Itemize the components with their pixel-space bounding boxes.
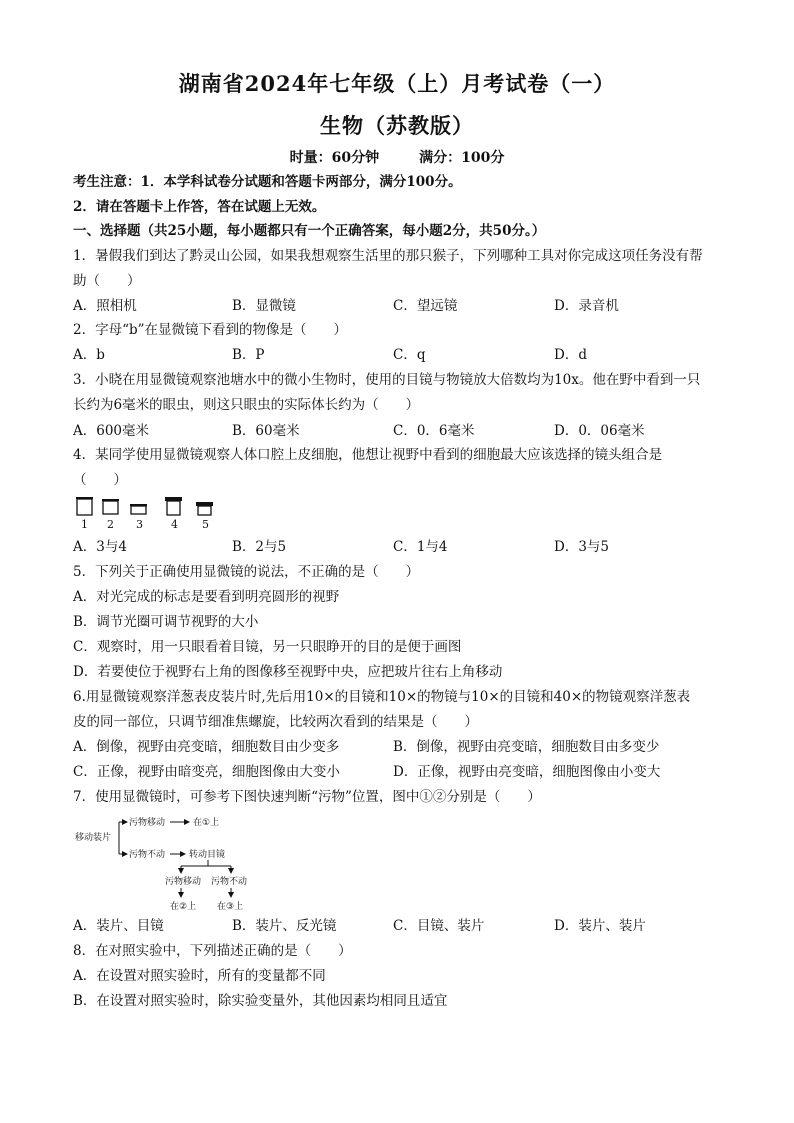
score-label: 满分：100分: [419, 150, 505, 166]
flow-branch-d: 污物不动: [211, 877, 248, 887]
q7-flowchart: [73, 810, 273, 914]
q6-option-c: C．正像，视野由暗变亮，细胞图像由大变小: [73, 764, 340, 780]
q6-option-a: A．倒像，视野由亮变暗，细胞数目由少变多: [73, 739, 340, 755]
q8-option-b: B．在设置对照实验时，除实验变量外，其他因素均相同且适宜: [73, 993, 448, 1009]
lens-4-icon: [164, 496, 184, 517]
q5-option-b: B．调节光圈可调节视野的大小: [73, 614, 259, 630]
q5-option-d: D．若要使位于视野右上角的图像移至视野中央，应把玻片往右上角移动: [73, 664, 503, 680]
q1-option-b: B．显微镜: [232, 298, 296, 314]
q4-option-d: D．3与5: [554, 539, 610, 555]
q3-stem-line2: 长约为6毫米的眼虫，则这只眼虫的实际体长约为（ ）: [73, 397, 420, 413]
lens-label-1: 1: [81, 518, 88, 531]
q4-stem-line2: （ ）: [73, 472, 127, 488]
flow-branch-b: 污物不动: [129, 850, 166, 860]
exam-meta: [0, 147, 794, 167]
q4-option-b: B．2与5: [232, 539, 287, 555]
q1-option-d: D．录音机: [554, 298, 619, 314]
q7-option-a: A．装片、目镜: [73, 918, 164, 934]
q3-option-b: B．60毫米: [232, 423, 300, 439]
flow-step: 转动目镜: [189, 850, 226, 860]
q4-option-a: A．3与4: [73, 539, 127, 555]
q7-stem: 7．使用显微镜时，可参考下图快速判断“污物”位置，图中①②分别是（ ）: [73, 789, 541, 805]
q6-stem-line1: 6.用显微镜观察洋葱表皮装片时,先后用10×的目镜和10×的物镜与10×的目镜和40×的物镜观察洋葱表: [73, 689, 691, 705]
q2-stem: 2．字母“b”在显微镜下看到的物像是（ ）: [73, 322, 348, 338]
q2-option-a: A．b: [73, 347, 105, 363]
lens-figure: [73, 496, 233, 532]
flow-result-d: 在③上: [217, 902, 244, 912]
q3-option-c: C．0．6毫米: [393, 423, 475, 439]
q5-option-a: A．对光完成的标志是要看到明亮圆形的视野: [73, 589, 340, 605]
q7-option-b: B．装片、反光镜: [232, 918, 337, 934]
flow-result-a: 在①上: [193, 818, 220, 828]
q4-option-c: C．1与4: [393, 539, 448, 555]
lens-1-icon: [75, 496, 95, 516]
section-heading: 一、选择题（共25小题，每小题都只有一个正确答案，每小题2分，共50分。）: [73, 223, 546, 239]
q8-stem: 8．在对照实验中，下列描述正确的是（ ）: [73, 943, 352, 959]
lens-label-4: 4: [171, 518, 178, 531]
q1-stem-line1: 1．暑假我们到达了黔灵山公园，如果我想观察生活里的那只猴子，下列哪种工具对你完成这项任务没有帮: [73, 248, 703, 264]
q3-option-d: D．0．06毫米: [554, 423, 645, 439]
note-line-1: 考生注意：1．本学科试卷分试题和答题卡两部分，满分100分。: [73, 174, 462, 190]
q6-stem-line2: 皮的同一部位，只调节细准焦螺旋，比较两次看到的结果是（ ）: [73, 714, 478, 730]
flow-branch-c: 污物移动: [165, 877, 202, 887]
flow-result-c: 在②上: [170, 902, 197, 912]
q5-stem: 5．下列关于正确使用显微镜的说法，不正确的是（ ）: [73, 564, 420, 580]
q1-option-a: A．照相机: [73, 298, 137, 314]
note-line-2: 2．请在答题卡上作答，答在试题上无效。: [73, 199, 326, 215]
time-label: 时量：60分钟: [289, 150, 380, 166]
q5-option-c: C．观察时，用一只眼看着目镜，另一只眼睁开的目的是便于画图: [73, 639, 462, 655]
q2-option-d: D．d: [554, 347, 587, 363]
q6-option-d: D．正像，视野由亮变暗，细胞图像由小变大: [393, 764, 661, 780]
lens-3-icon: [129, 503, 149, 516]
exam-title: 湖南省2024年七年级（上）月考试卷（一）: [178, 71, 616, 96]
q3-stem-line1: 3．小晓在用显微镜观察池塘水中的微小生物时，使用的目镜与物镜放大倍数均为10x。他在野中看到一只: [73, 372, 701, 388]
q6-option-b: B．倒像，视野由亮变暗，细胞数目由多变少: [393, 739, 660, 755]
q8-option-a: A．在设置对照实验时，所有的变量都不同: [73, 968, 326, 984]
q7-option-d: D．装片、装片: [554, 918, 646, 934]
lens-5-icon: [195, 501, 215, 517]
q7-option-c: C．目镜、装片: [393, 918, 485, 934]
q2-option-c: C．q: [393, 347, 426, 363]
q1-stem-line2: 助（ ）: [73, 273, 141, 289]
lens-label-3: 3: [136, 518, 143, 531]
lens-2-icon: [101, 498, 121, 516]
q2-option-b: B．P: [232, 347, 265, 363]
flow-root: 移动装片: [75, 833, 112, 843]
lens-label-5: 5: [202, 518, 209, 531]
flow-branch-a: 污物移动: [129, 818, 166, 828]
q3-option-a: A．600毫米: [73, 423, 150, 439]
q1-option-c: C．望远镜: [393, 298, 458, 314]
exam-subtitle: 生物（苏教版）: [320, 113, 474, 138]
q4-stem-line1: 4．某同学使用显微镜观察人体口腔上皮细胞，他想让视野中看到的细胞最大应该选择的镜头组合是: [73, 447, 663, 463]
lens-label-2: 2: [107, 518, 114, 531]
